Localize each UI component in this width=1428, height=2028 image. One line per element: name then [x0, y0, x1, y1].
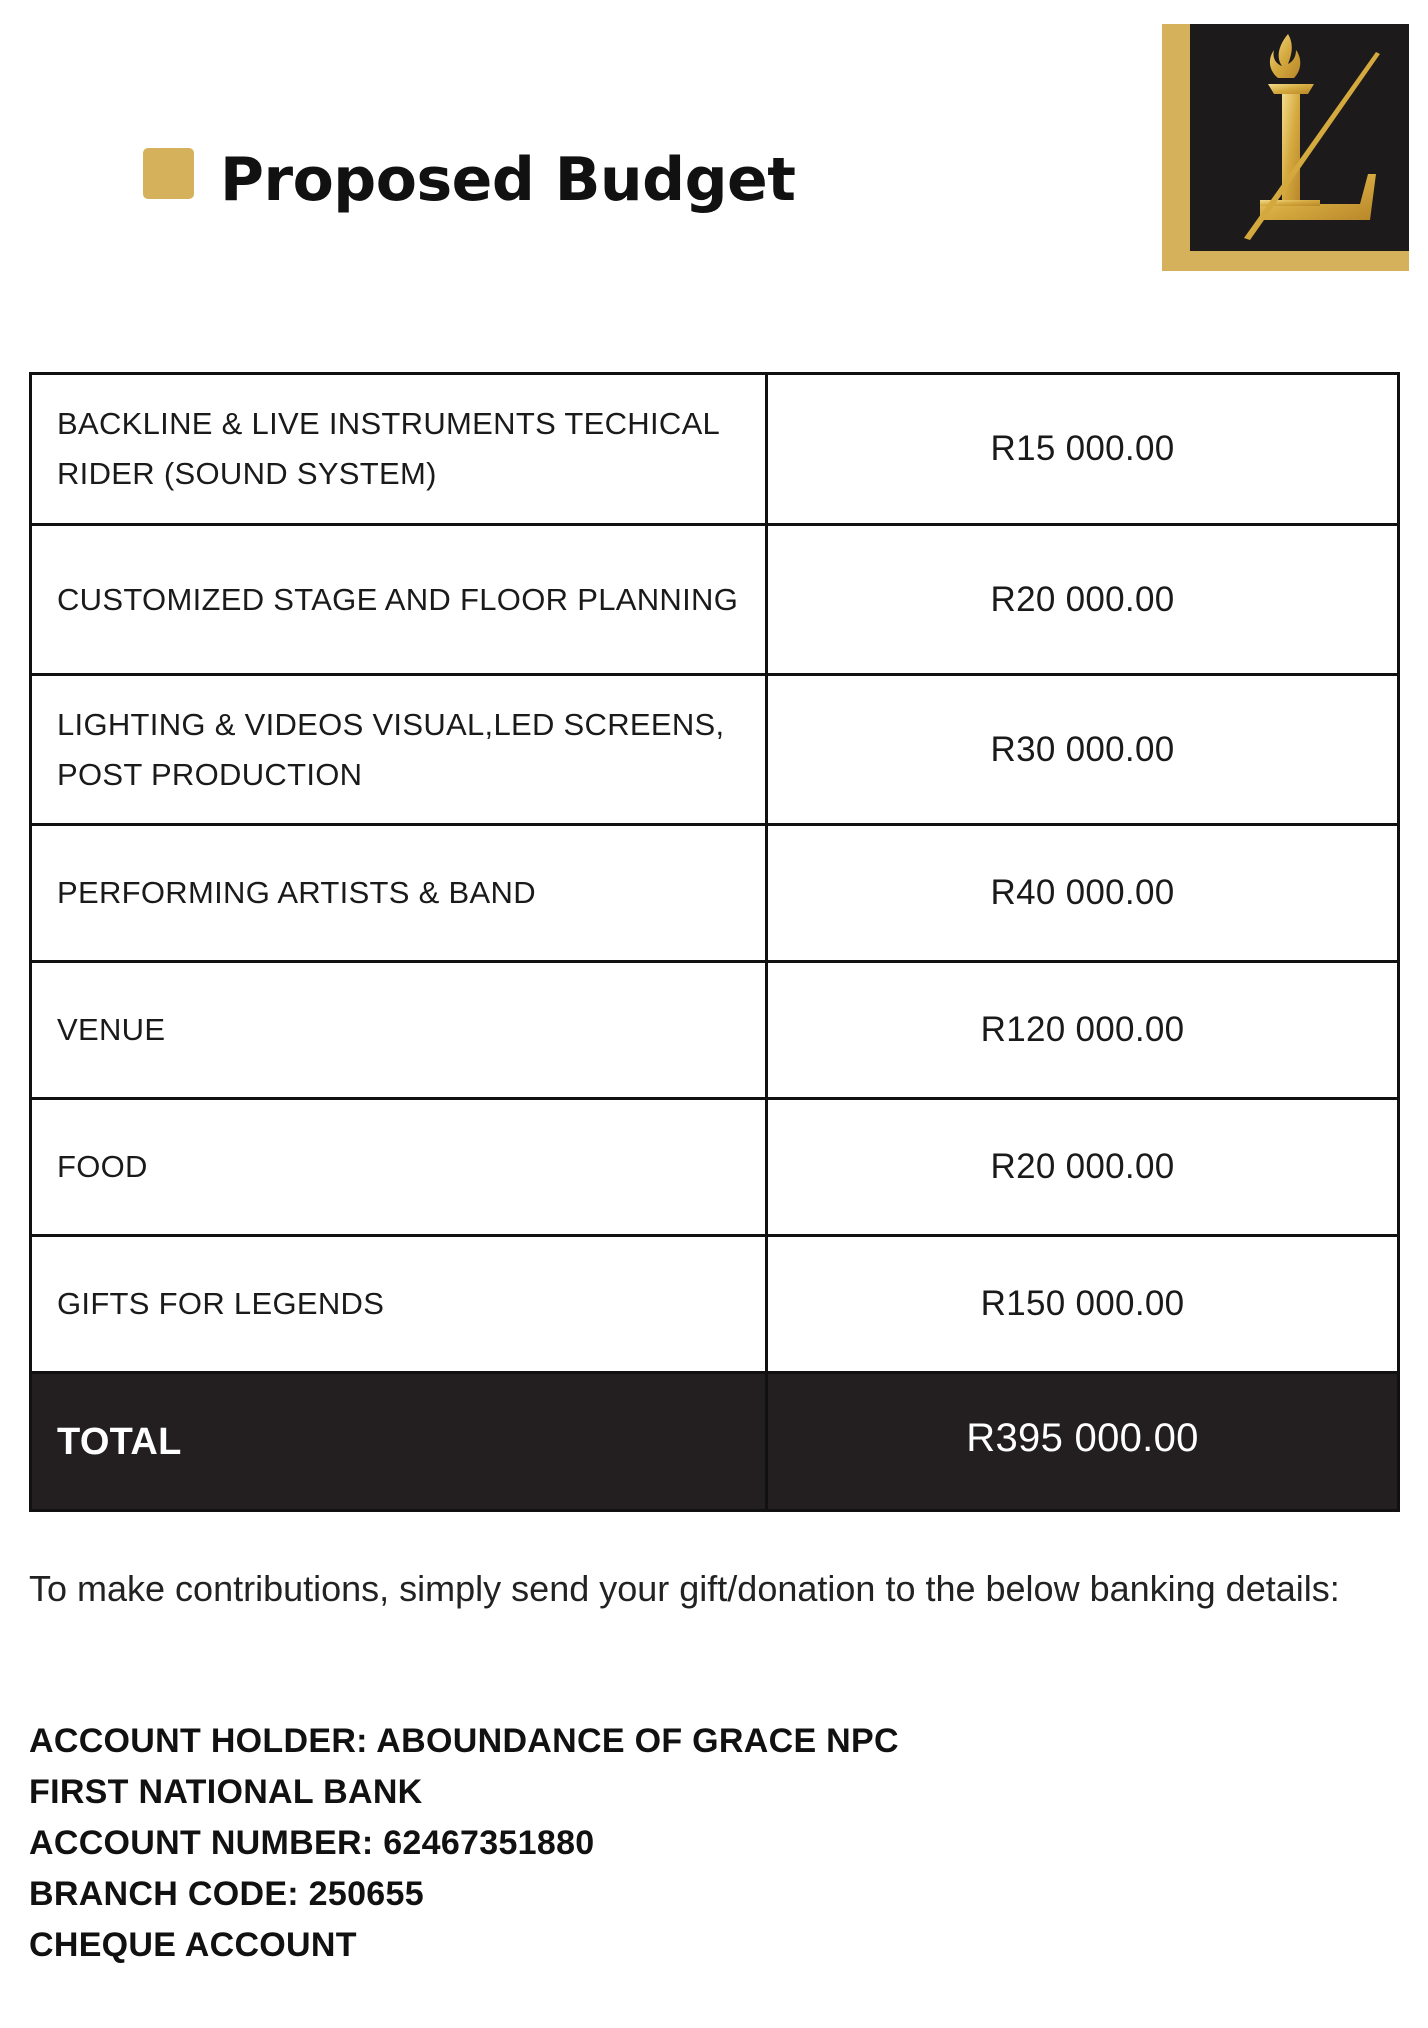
table-row [31, 675, 1399, 825]
budget-item-amount: R20 000.00 [767, 525, 1399, 675]
budget-item-amount: R150 000.00 [767, 1236, 1399, 1373]
budget-item-amount: R20 000.00 [767, 1099, 1399, 1236]
budget-item-amount: R40 000.00 [767, 825, 1399, 962]
budget-item-label: CUSTOMIZED STAGE AND FLOOR PLANNING [31, 525, 767, 675]
table-row [31, 374, 1399, 525]
account-type: CHEQUE ACCOUNT [29, 1926, 357, 1964]
total-label: TOTAL [31, 1373, 767, 1511]
budget-item-amount: R120 000.00 [767, 962, 1399, 1099]
legends-flame-monogram-icon [1190, 24, 1409, 251]
page-title: Proposed Budget [220, 145, 796, 215]
budget-item-label: BACKLINE & LIVE INSTRUMENTS TECHICAL RIDER (SOUND SYSTEM) [31, 374, 767, 525]
title-bullet-square [143, 148, 194, 199]
budget-item-label: PERFORMING ARTISTS & BAND [31, 825, 767, 962]
budget-item-label: GIFTS FOR LEGENDS [31, 1236, 767, 1373]
table-row [31, 1236, 1399, 1373]
budget-table [29, 372, 1400, 1512]
account-holder: ACCOUNT HOLDER: ABOUNDANCE OF GRACE NPC [29, 1722, 899, 1760]
table-row [31, 825, 1399, 962]
total-amount: R395 000.00 [767, 1373, 1399, 1511]
budget-item-label: VENUE [31, 962, 767, 1099]
total-row [31, 1373, 1399, 1511]
table-row [31, 962, 1399, 1099]
banking-details [29, 1716, 899, 1971]
table-row [31, 525, 1399, 675]
budget-item-amount: R15 000.00 [767, 374, 1399, 525]
budget-item-amount: R30 000.00 [767, 675, 1399, 825]
contribution-note: To make contributions, simply send your gift/donation to the below banking details: [29, 1568, 1340, 1609]
table-row [31, 1099, 1399, 1236]
budget-item-label: FOOD [31, 1099, 767, 1236]
brand-logo [1162, 24, 1409, 271]
budget-item-label: LIGHTING & VIDEOS VISUAL,LED SCREENS, POST PRODUCTION [31, 675, 767, 825]
branch-code: BRANCH CODE: 250655 [29, 1875, 424, 1913]
bank-name: FIRST NATIONAL BANK [29, 1773, 423, 1811]
account-number: ACCOUNT NUMBER: 62467351880 [29, 1824, 595, 1862]
